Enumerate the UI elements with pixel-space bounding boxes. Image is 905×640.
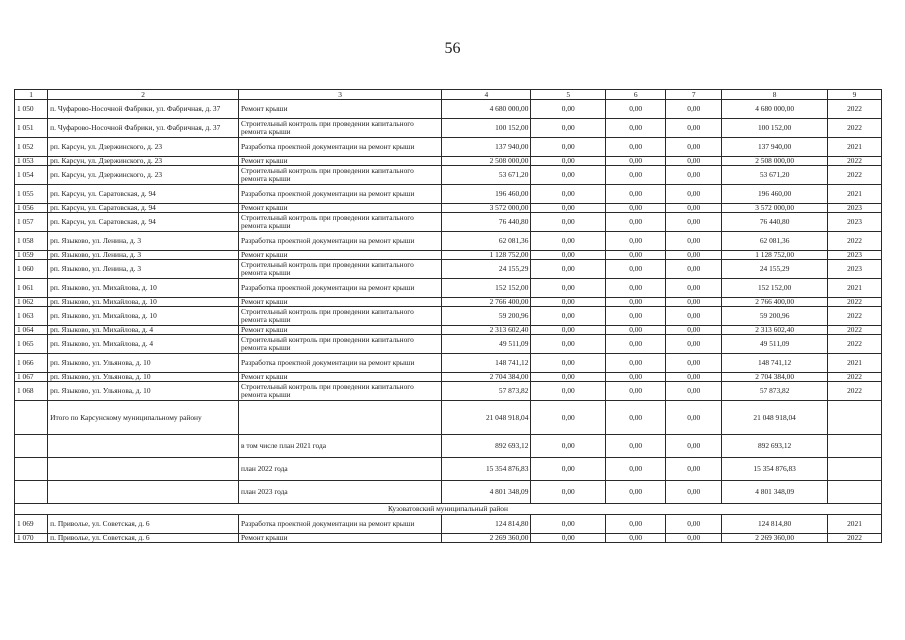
row-year: 2022 xyxy=(828,119,882,138)
row-col5: 0,00 xyxy=(531,534,606,543)
empty-cell xyxy=(15,458,48,481)
plan-row xyxy=(15,481,882,504)
row-number: 1 065 xyxy=(15,335,48,354)
row-work-type: Ремонт крыши xyxy=(238,534,441,543)
plan-c5: 0,00 xyxy=(531,458,606,481)
row-col8: 24 155,29 xyxy=(722,260,828,279)
plan-c7: 0,00 xyxy=(666,481,722,504)
row-address: рп. Языково, ул. Михайлова, д. 4 xyxy=(48,326,239,335)
row-col7: 0,00 xyxy=(666,232,722,251)
table-row xyxy=(15,335,882,354)
totals-total: 21 048 918,04 xyxy=(442,401,531,435)
row-year: 2022 xyxy=(828,166,882,185)
row-year: 2022 xyxy=(828,157,882,166)
row-year: 2021 xyxy=(828,138,882,157)
row-col5: 0,00 xyxy=(531,354,606,373)
row-year: 2022 xyxy=(828,307,882,326)
table-row xyxy=(15,534,882,543)
plan-c5: 0,00 xyxy=(531,435,606,458)
region-heading: Кузоватовский муниципальный район xyxy=(15,504,882,515)
plan-row xyxy=(15,435,882,458)
row-total-cost: 152 152,00 xyxy=(442,279,531,298)
row-work-type: Разработка проектной документации на ремонт крыши xyxy=(238,185,441,204)
header-cell: 5 xyxy=(531,90,606,100)
row-col5: 0,00 xyxy=(531,213,606,232)
row-address: рп. Карсун, ул. Саратовская, д. 94 xyxy=(48,204,239,213)
header-cell: 6 xyxy=(606,90,666,100)
table-row xyxy=(15,185,882,204)
repair-program-table xyxy=(14,89,882,543)
row-col6: 0,00 xyxy=(606,100,666,119)
row-col5: 0,00 xyxy=(531,138,606,157)
row-work-type: Ремонт крыши xyxy=(238,251,441,260)
row-work-type: Ремонт крыши xyxy=(238,204,441,213)
plan-c6: 0,00 xyxy=(606,481,666,504)
table-row xyxy=(15,138,882,157)
empty-cell xyxy=(238,401,441,435)
row-col6: 0,00 xyxy=(606,298,666,307)
row-col5: 0,00 xyxy=(531,298,606,307)
empty-cell xyxy=(828,435,882,458)
row-number: 1 052 xyxy=(15,138,48,157)
row-address: рп. Языково, ул. Ленина, д. 3 xyxy=(48,260,239,279)
row-work-type: Ремонт крыши xyxy=(238,373,441,382)
row-col7: 0,00 xyxy=(666,326,722,335)
header-row xyxy=(15,90,882,100)
row-address: п. Приволье, ул. Советская, д. 6 xyxy=(48,515,239,534)
row-work-type: Разработка проектной документации на ремонт крыши xyxy=(238,232,441,251)
table-row xyxy=(15,166,882,185)
row-col8: 2 269 360,00 xyxy=(722,534,828,543)
plan-c6: 0,00 xyxy=(606,435,666,458)
table-row xyxy=(15,326,882,335)
row-total-cost: 3 572 000,00 xyxy=(442,204,531,213)
row-address: рп. Карсун, ул. Дзержинского, д. 23 xyxy=(48,138,239,157)
plan-total: 4 801 348,09 xyxy=(442,481,531,504)
table-row xyxy=(15,213,882,232)
header-cell: 1 xyxy=(15,90,48,100)
row-col6: 0,00 xyxy=(606,119,666,138)
table-row xyxy=(15,298,882,307)
row-number: 1 064 xyxy=(15,326,48,335)
table-row xyxy=(15,157,882,166)
row-col6: 0,00 xyxy=(606,373,666,382)
row-year: 2023 xyxy=(828,251,882,260)
empty-cell xyxy=(828,401,882,435)
row-total-cost: 4 680 000,00 xyxy=(442,100,531,119)
row-col5: 0,00 xyxy=(531,335,606,354)
row-col8: 49 511,09 xyxy=(722,335,828,354)
row-col7: 0,00 xyxy=(666,138,722,157)
row-work-type: Строительный контроль при проведении капитального ремонта крыши xyxy=(238,166,441,185)
row-number: 1 061 xyxy=(15,279,48,298)
row-total-cost: 49 511,09 xyxy=(442,335,531,354)
empty-cell xyxy=(48,458,239,481)
row-col8: 2 508 000,00 xyxy=(722,157,828,166)
row-total-cost: 124 814,80 xyxy=(442,515,531,534)
row-total-cost: 62 081,36 xyxy=(442,232,531,251)
row-col7: 0,00 xyxy=(666,119,722,138)
row-number: 1 051 xyxy=(15,119,48,138)
row-col5: 0,00 xyxy=(531,260,606,279)
row-year: 2021 xyxy=(828,279,882,298)
header-cell: 4 xyxy=(442,90,531,100)
table-row xyxy=(15,119,882,138)
row-col5: 0,00 xyxy=(531,279,606,298)
row-col7: 0,00 xyxy=(666,251,722,260)
row-year: 2021 xyxy=(828,515,882,534)
row-work-type: Разработка проектной документации на ремонт крыши xyxy=(238,279,441,298)
row-col8: 57 873,82 xyxy=(722,382,828,401)
region-heading-row xyxy=(15,504,882,515)
row-year: 2022 xyxy=(828,232,882,251)
row-col8: 59 200,96 xyxy=(722,307,828,326)
row-address: рп. Языково, ул. Михайлова, д. 10 xyxy=(48,298,239,307)
empty-cell xyxy=(48,481,239,504)
row-col5: 0,00 xyxy=(531,515,606,534)
totals-c7: 0,00 xyxy=(666,401,722,435)
row-year: 2023 xyxy=(828,204,882,213)
row-number: 1 054 xyxy=(15,166,48,185)
row-col5: 0,00 xyxy=(531,157,606,166)
row-col8: 137 940,00 xyxy=(722,138,828,157)
row-col8: 124 814,80 xyxy=(722,515,828,534)
table-row xyxy=(15,515,882,534)
row-col8: 1 128 752,00 xyxy=(722,251,828,260)
row-address: рп. Языково, ул. Михайлова, д. 10 xyxy=(48,279,239,298)
row-work-type: Разработка проектной документации на ремонт крыши xyxy=(238,354,441,373)
table-row xyxy=(15,204,882,213)
row-total-cost: 196 460,00 xyxy=(442,185,531,204)
row-address: рп. Карсун, ул. Дзержинского, д. 23 xyxy=(48,157,239,166)
row-number: 1 059 xyxy=(15,251,48,260)
row-col6: 0,00 xyxy=(606,335,666,354)
row-col6: 0,00 xyxy=(606,326,666,335)
page-number: 56 xyxy=(444,40,461,57)
header-cell: 9 xyxy=(828,90,882,100)
row-col6: 0,00 xyxy=(606,260,666,279)
row-address: рп. Языково, ул. Ульянова, д. 10 xyxy=(48,354,239,373)
row-number: 1 053 xyxy=(15,157,48,166)
empty-cell xyxy=(15,481,48,504)
row-address: п. Приволье, ул. Советская, д. 6 xyxy=(48,534,239,543)
row-col6: 0,00 xyxy=(606,251,666,260)
table-row xyxy=(15,279,882,298)
row-year: 2022 xyxy=(828,335,882,354)
row-col5: 0,00 xyxy=(531,100,606,119)
row-address: рп. Языково, ул. Михайлова, д. 10 xyxy=(48,307,239,326)
plan-c5: 0,00 xyxy=(531,481,606,504)
row-year: 2021 xyxy=(828,354,882,373)
row-col6: 0,00 xyxy=(606,354,666,373)
row-total-cost: 59 200,96 xyxy=(442,307,531,326)
row-col8: 2 704 384,00 xyxy=(722,373,828,382)
plan-label: план 2023 года xyxy=(238,481,441,504)
header-cell: 8 xyxy=(722,90,828,100)
row-col8: 196 460,00 xyxy=(722,185,828,204)
row-col8: 76 440,80 xyxy=(722,213,828,232)
row-col5: 0,00 xyxy=(531,166,606,185)
row-year: 2023 xyxy=(828,213,882,232)
row-total-cost: 2 704 384,00 xyxy=(442,373,531,382)
row-number: 1 067 xyxy=(15,373,48,382)
plan-c7: 0,00 xyxy=(666,435,722,458)
row-col5: 0,00 xyxy=(531,251,606,260)
row-number: 1 063 xyxy=(15,307,48,326)
row-work-type: Строительный контроль при проведении капитального ремонта крыши xyxy=(238,260,441,279)
table-row xyxy=(15,251,882,260)
row-address: п. Чуфарово-Носочной Фабрики, ул. Фабричная, д. 37 xyxy=(48,119,239,138)
empty-cell xyxy=(828,481,882,504)
row-address: рп. Карсун, ул. Саратовская, д. 94 xyxy=(48,213,239,232)
row-col5: 0,00 xyxy=(531,204,606,213)
row-address: рп. Карсун, ул. Саратовская, д. 94 xyxy=(48,185,239,204)
row-col6: 0,00 xyxy=(606,515,666,534)
totals-c5: 0,00 xyxy=(531,401,606,435)
row-col7: 0,00 xyxy=(666,260,722,279)
row-col7: 0,00 xyxy=(666,335,722,354)
row-col6: 0,00 xyxy=(606,232,666,251)
row-address: рп. Языково, ул. Ленина, д. 3 xyxy=(48,232,239,251)
row-col7: 0,00 xyxy=(666,382,722,401)
row-number: 1 066 xyxy=(15,354,48,373)
row-col5: 0,00 xyxy=(531,326,606,335)
row-number: 1 056 xyxy=(15,204,48,213)
row-number: 1 068 xyxy=(15,382,48,401)
totals-row xyxy=(15,401,882,435)
row-work-type: Строительный контроль при проведении капитального ремонта крыши xyxy=(238,213,441,232)
row-col8: 152 152,00 xyxy=(722,279,828,298)
row-col6: 0,00 xyxy=(606,204,666,213)
row-col8: 2 766 400,00 xyxy=(722,298,828,307)
table-row xyxy=(15,100,882,119)
row-col8: 3 572 000,00 xyxy=(722,204,828,213)
row-number: 1 058 xyxy=(15,232,48,251)
row-address: рп. Языково, ул. Ульянова, д. 10 xyxy=(48,382,239,401)
row-number: 1 057 xyxy=(15,213,48,232)
row-col7: 0,00 xyxy=(666,213,722,232)
row-number: 1 050 xyxy=(15,100,48,119)
table-row xyxy=(15,354,882,373)
row-col7: 0,00 xyxy=(666,307,722,326)
row-total-cost: 2 508 000,00 xyxy=(442,157,531,166)
row-total-cost: 24 155,29 xyxy=(442,260,531,279)
row-address: рп. Языково, ул. Ульянова, д. 10 xyxy=(48,373,239,382)
row-col7: 0,00 xyxy=(666,373,722,382)
row-total-cost: 100 152,00 xyxy=(442,119,531,138)
row-address: рп. Карсун, ул. Дзержинского, д. 23 xyxy=(48,166,239,185)
row-col6: 0,00 xyxy=(606,166,666,185)
row-address: п. Чуфарово-Носочной Фабрики, ул. Фабричная, д. 37 xyxy=(48,100,239,119)
table-row xyxy=(15,382,882,401)
plan-c7: 0,00 xyxy=(666,458,722,481)
plan-c8: 15 354 876,83 xyxy=(722,458,828,481)
plan-c8: 4 801 348,09 xyxy=(722,481,828,504)
table-row xyxy=(15,260,882,279)
row-col7: 0,00 xyxy=(666,515,722,534)
row-total-cost: 148 741,12 xyxy=(442,354,531,373)
row-year: 2021 xyxy=(828,185,882,204)
totals-c8: 21 048 918,04 xyxy=(722,401,828,435)
row-year: 2022 xyxy=(828,373,882,382)
empty-cell xyxy=(15,435,48,458)
row-number: 1 069 xyxy=(15,515,48,534)
row-work-type: Разработка проектной документации на ремонт крыши xyxy=(238,138,441,157)
plan-total: 15 354 876,83 xyxy=(442,458,531,481)
empty-cell xyxy=(828,458,882,481)
row-col6: 0,00 xyxy=(606,157,666,166)
row-work-type: Строительный контроль при проведении капитального ремонта крыши xyxy=(238,119,441,138)
row-total-cost: 137 940,00 xyxy=(442,138,531,157)
row-year: 2022 xyxy=(828,298,882,307)
row-year: 2022 xyxy=(828,100,882,119)
row-total-cost: 2 269 360,00 xyxy=(442,534,531,543)
empty-cell xyxy=(48,435,239,458)
row-col7: 0,00 xyxy=(666,298,722,307)
empty-cell xyxy=(15,401,48,435)
row-col5: 0,00 xyxy=(531,185,606,204)
row-col5: 0,00 xyxy=(531,232,606,251)
row-work-type: Ремонт крыши xyxy=(238,157,441,166)
row-address: рп. Языково, ул. Ленина, д. 3 xyxy=(48,251,239,260)
row-col6: 0,00 xyxy=(606,534,666,543)
row-col5: 0,00 xyxy=(531,373,606,382)
row-year: 2023 xyxy=(828,260,882,279)
plan-label: в том числе план 2021 года xyxy=(238,435,441,458)
header-cell: 2 xyxy=(48,90,239,100)
row-col7: 0,00 xyxy=(666,166,722,185)
plan-label: план 2022 года xyxy=(238,458,441,481)
plan-row xyxy=(15,458,882,481)
row-col7: 0,00 xyxy=(666,279,722,298)
row-col5: 0,00 xyxy=(531,119,606,138)
row-col8: 62 081,36 xyxy=(722,232,828,251)
row-work-type: Ремонт крыши xyxy=(238,100,441,119)
row-work-type: Строительный контроль при проведении капитального ремонта крыши xyxy=(238,307,441,326)
row-col7: 0,00 xyxy=(666,185,722,204)
totals-label: Итого по Карсунскому муниципальному району xyxy=(48,401,239,435)
row-col7: 0,00 xyxy=(666,534,722,543)
row-col6: 0,00 xyxy=(606,307,666,326)
row-total-cost: 2 766 400,00 xyxy=(442,298,531,307)
row-year: 2022 xyxy=(828,326,882,335)
row-work-type: Строительный контроль при проведении капитального ремонта крыши xyxy=(238,335,441,354)
row-col8: 2 313 602,40 xyxy=(722,326,828,335)
row-col7: 0,00 xyxy=(666,157,722,166)
row-col6: 0,00 xyxy=(606,279,666,298)
row-col6: 0,00 xyxy=(606,382,666,401)
row-number: 1 060 xyxy=(15,260,48,279)
header-cell: 7 xyxy=(666,90,722,100)
row-col8: 4 680 000,00 xyxy=(722,100,828,119)
row-work-type: Ремонт крыши xyxy=(238,326,441,335)
plan-total: 892 693,12 xyxy=(442,435,531,458)
row-col8: 148 741,12 xyxy=(722,354,828,373)
row-number: 1 055 xyxy=(15,185,48,204)
plan-c6: 0,00 xyxy=(606,458,666,481)
row-year: 2022 xyxy=(828,534,882,543)
row-number: 1 062 xyxy=(15,298,48,307)
table-row xyxy=(15,307,882,326)
header-cell: 3 xyxy=(238,90,441,100)
row-col6: 0,00 xyxy=(606,213,666,232)
row-col7: 0,00 xyxy=(666,100,722,119)
row-total-cost: 57 873,82 xyxy=(442,382,531,401)
row-col6: 0,00 xyxy=(606,185,666,204)
row-address: рп. Языково, ул. Михайлова, д. 4 xyxy=(48,335,239,354)
row-col7: 0,00 xyxy=(666,204,722,213)
row-total-cost: 1 128 752,00 xyxy=(442,251,531,260)
row-col7: 0,00 xyxy=(666,354,722,373)
plan-c8: 892 693,12 xyxy=(722,435,828,458)
row-work-type: Строительный контроль при проведении капитального ремонта крыши xyxy=(238,382,441,401)
row-number: 1 070 xyxy=(15,534,48,543)
row-total-cost: 53 671,20 xyxy=(442,166,531,185)
row-work-type: Ремонт крыши xyxy=(238,298,441,307)
table-row xyxy=(15,232,882,251)
row-col5: 0,00 xyxy=(531,307,606,326)
row-total-cost: 2 313 602,40 xyxy=(442,326,531,335)
row-col6: 0,00 xyxy=(606,138,666,157)
row-col8: 100 152,00 xyxy=(722,119,828,138)
row-col5: 0,00 xyxy=(531,382,606,401)
row-col8: 53 671,20 xyxy=(722,166,828,185)
row-work-type: Разработка проектной документации на ремонт крыши xyxy=(238,515,441,534)
table-row xyxy=(15,373,882,382)
row-year: 2022 xyxy=(828,382,882,401)
totals-c6: 0,00 xyxy=(606,401,666,435)
row-total-cost: 76 440,80 xyxy=(442,213,531,232)
